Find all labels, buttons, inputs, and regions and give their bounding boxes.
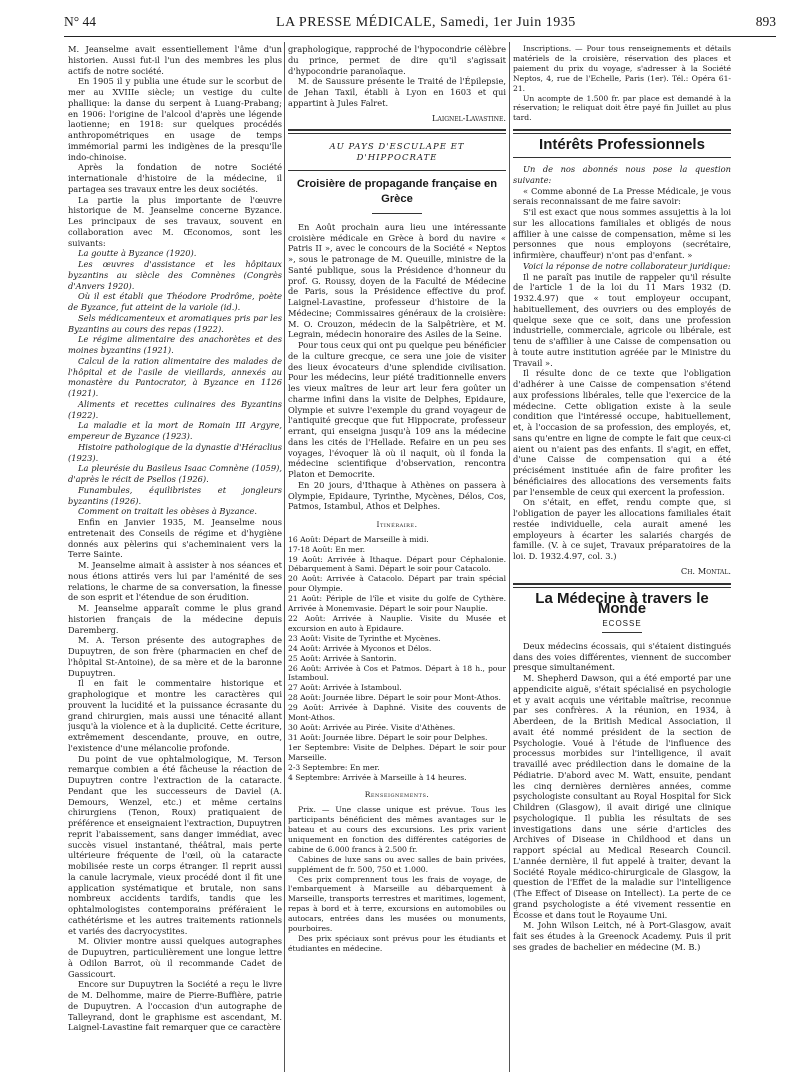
paragraph: graphologique, rapproché de l'hypocondrie célèbre du prince, permet de dire qu'il s'agissait d'hypocondrie paranoïaque. bbox=[288, 44, 506, 76]
paragraph: M. Olivier montre aussi quelques autographes de Dupuytren, particulièrement une longue lettre à Odilon Barrot, où il recommande Cadet de Gassicourt. bbox=[68, 936, 282, 979]
section-rule bbox=[513, 129, 731, 131]
bibliography-item: Calcul de la ration alimentaire des malades de l'hôpital et de l'asile de vieillards, annexés au monastère du Pantocrator, à Byzance en 1126 (1921). bbox=[68, 355, 282, 398]
author-signature: Laignel-Lavastine. bbox=[432, 112, 506, 123]
column-divider bbox=[284, 42, 285, 1072]
bibliography-item: La goutte à Byzance (1920). bbox=[78, 248, 197, 259]
info-paragraph: Des prix spéciaux sont prévus pour les étudiants et étudiantes en médecine. bbox=[288, 933, 506, 953]
paragraph: La partie la plus importante de l'œuvre historique de M. Jeanselme concerne Byzance. Les principaux de ses travaux, souvent en collaboration avec M. Œconomos, sont les suivants: bbox=[68, 194, 282, 248]
country-kicker: ECOSSE bbox=[602, 619, 642, 628]
column-3 bbox=[513, 44, 731, 1064]
itinerary-item: 2-3 Septembre: En mer. bbox=[288, 762, 380, 772]
paragraph: M. Jeanselme avait essentiellement l'âme d'un historien. Aussi fut-il l'un des membres les plus actifs de notre société. bbox=[68, 44, 282, 76]
itinerary-item: 23 Août: Visite de Tyrinthe et Mycènes. bbox=[288, 633, 441, 643]
paragraph: Il ne paraît pas inutile de rappeler qu'il résulte de l'article 1 de la loi du 11 Mars 1932 (D. 1932.4.97) que « tout employeur occupant, habituellement, des ouvriers ou des employés de quelque sexe que ce soit, dans une profession industrielle, commerciale, agricole ou libérale, est tenu de s'affilier à une Caisse de compensation ou à toute autre institution agréée par le Ministre du Travail ». bbox=[513, 271, 731, 368]
paragraph: Encore sur Dupuytren la Société a reçu le livre de M. Delhomme, maire de Pierre-Buffière, patrie de Dupuytren. A l'occasion d'un autographe de Talleyrand, dont le graphisme est ascendant, M. Laignel-Lavastine fait remarquer que ce caractère bbox=[68, 979, 282, 1033]
info-paragraph: Prix. — Une classe unique est prévue. Tous les participants bénéficient des mêmes avantages sur le bateau et au cours des excursions. Les prix varient uniquement en fonction des différentes catégories de cabine de 6.000 francs à 2.500 fr. bbox=[288, 805, 506, 854]
bibliography-item: Où il est établi que Théodore Prodrôme, poète de Byzance, fut atteint de la variole (id.). bbox=[68, 291, 282, 312]
kicker-rule bbox=[602, 632, 642, 633]
section-title: La Médecine à travers le Monde bbox=[535, 589, 709, 618]
section-heading: AU PAYS D'ESCULAPE ET D'HIPPOCRATE bbox=[329, 142, 465, 163]
journal-title: LA PRESSE MÉDICALE, Samedi, 1er Juin 1935 bbox=[276, 15, 576, 30]
section-rule bbox=[513, 157, 731, 158]
itinerary-item: 29 Août: Arrivée à Daphné. Visite des couvents de Mont-Athos. bbox=[288, 703, 506, 723]
itinerary-heading: Itinéraire. bbox=[376, 520, 418, 529]
section-rule bbox=[288, 129, 506, 131]
itinerary-item: 19 Août: Arrivée à Ithaque. Départ pour Céphalonie. Débarquement à Sami. Départ le soir pour Catacolo. bbox=[288, 554, 506, 574]
bibliography-item: Sels médicamenteux et aromatiques pris par les Byzantins au cours des repas (1922). bbox=[68, 312, 282, 334]
paragraph: On s'était, en effet, rendu compte que, si l'obligation de payer les allocations familiales était restée individuelle, cela aurait amené les employeurs à écarter les salariés chargés de famille. (V. à ce sujet, Travaux préparatoires de la loi. D. 1932.4.97, col. 3.) bbox=[513, 497, 731, 561]
itinerary-item: 1er Septembre: Visite de Delphes. Départ le soir pour Marseille. bbox=[288, 742, 506, 762]
column-1 bbox=[68, 44, 282, 1064]
section-rule bbox=[288, 133, 506, 134]
paragraph: « Comme abonné de La Presse Médicale, je vous serais reconnaissant de me faire savoir: bbox=[513, 185, 731, 207]
paragraph: S'il est exact que nous sommes assujettis à la loi sur les allocations familiales et obligés de nous affilier à une caisse de compensation, même si les personnes que nous employons (secrétaire, infirmière, chauffeur) n'ont pas d'enfant. » bbox=[513, 207, 731, 260]
info-paragraph: Un acompte de 1.500 fr. par place est demandé à la réservation; le reliquat doit être payé fin Juillet au plus tard. bbox=[513, 93, 731, 123]
bibliography-item: Histoire pathologique de la dynastie d'Héraclius (1923). bbox=[68, 441, 282, 463]
author-signature: Ch. Montal. bbox=[680, 565, 731, 576]
paragraph: Un de nos abonnés nous pose la question suivante: bbox=[513, 164, 731, 185]
paragraph: Il résulte donc de ce texte que l'obligation d'adhérer à une Caisse de compensation s'étend aux professions libérales, telle que l'exercice de la médecine. Cette obligation existe à la seule condition que l'intéressé occupe, habituellement, et, à l'occasion de sa profession, des employés, et, sans qu'entre en ligne de compte le fait que ceux-ci aient ou n'aient pas des enfants. Il s'agit, en effet, d'une Caisse de compensation qui a été précisément instituée afin de faire profiter les bénéficiaires des allocations des versements faits par l'ensemble de ceux qui exercent la profession. bbox=[513, 368, 731, 497]
bibliography-item: Funambules, équilibristes et jongleurs byzantins (1926). bbox=[68, 484, 282, 506]
bibliography-item: La pleurésie du Basileus Isaac Comnène (1059), d'après le récit de Psellos (1926). bbox=[68, 463, 282, 484]
paragraph: En 20 jours, d'Ithaque à Athènes on passera à Olympie, Epidaure, Tyrinthe, Mycènes, Délos, Cos, Patmos, Istambul, Athos et Delphes. bbox=[288, 479, 506, 512]
paragraph: Pour tous ceux qui ont pu quelque peu bénéficier de la culture grecque, ce sera une joie de visiter des lieux évocateurs d'une splendide civilisation. Pour les médecins, leur piété traditionnelle envers les vieux maîtres de leur art leur fera goûter un charme infini dans la visite de Delphes, Epidaure, Olympie et suivre l'exemple du grand voyageur de l'antiquité grecque que fut Hippocrate, professeur errant, qui enseigna jusqu'à 109 ans la médecine dans les cités de l'Hellade. Refaire en un peu ses voyages, l'évoquer là où il naquit, où il fonda la médecine scientifique d'observation, rencontra Platon et Democrite. bbox=[288, 340, 506, 479]
paragraph: M. de Saussure présente le Traité de l'Épilepsie, de Jehan Taxil, établi à Lyon en 1603 et qui appartint à Jules Falret. bbox=[288, 76, 506, 108]
section-title: Intérêts Professionnels bbox=[539, 136, 705, 154]
itinerary-item: 16 Août: Départ de Marseille à midi. bbox=[288, 534, 429, 544]
paragraph: Deux médecins écossais, qui s'étaient distingués dans des voies différentes, viennent de succomber presque simultanément. bbox=[513, 640, 731, 673]
itinerary-item: 24 Août: Arrivée à Myconos et Délos. bbox=[288, 643, 432, 653]
paragraph: Enfin en Janvier 1935, M. Jeanselme nous entretenait des Conseils de régime et d'hygiène donnés aux pèlerins qui s'acheminaient vers la Terre Sainte. bbox=[68, 517, 282, 560]
itinerary-item: 4 Septembre: Arrivée à Marseille à 14 heures. bbox=[288, 772, 467, 782]
paragraph: M. A. Terson présente des autographes de Dupuytren, de son frère (pharmacien en chef de l'hôpital St-Antoine), de sa mère et de la baronne Dupuytren. bbox=[68, 635, 282, 678]
itinerary-item: 17-18 Août: En mer. bbox=[288, 544, 366, 554]
paragraph: Du point de vue ophtalmologique, M. Terson remarque combien a été fâcheuse la réaction de Dupuytren contre l'extraction de la cataracte. Pendant que les successeurs de Daviel (A. Demours, Wenzel, etc.) et même certains chirurgiens (Tenon, Roux) pratiquaient de préférence et enseignaient l'extraction, Dupuytren reprit l'abaissement, sans danger immédiat, avec succès visuel instantané, théâtral, mais perte ultérieure fréquente de l'œil, où la cataracte mobilisée reste un corps étranger. Il reprit aussi la canule lacrymale, vieux procédé dont il fit une application systématique et brutale, non sans nombreux accidents tardifs, tandis que les ophtalmologistes contemporains préféraient le cathétérisme et les autres traitements rationnels et variés des dacryocystites. bbox=[68, 753, 282, 936]
info-paragraph: Cabines de luxe sans ou avec salles de bain privées, supplément de fr. 500, 750 et 1.000. bbox=[288, 854, 506, 874]
header-rule bbox=[64, 36, 776, 37]
bibliography-item: Comment on traitait les obèses à Byzance. bbox=[78, 506, 258, 517]
itinerary-item: 28 Août: Journée libre. Départ le soir pour Mont-Athos. bbox=[288, 693, 501, 703]
paragraph: M. Jeanselme aimait à assister à nos séances et nous étions attirés vers lui par l'aménité de ses relations, le charme de sa conversation, la finesse de son esprit et l'étendue de son érudition. bbox=[68, 560, 282, 603]
page-number: 893 bbox=[755, 14, 776, 29]
bibliography-item: Les œuvres d'assistance et les hôpitaux byzantins au siècle des Comnènes (Congrès d'Anvers 1920). bbox=[68, 259, 282, 291]
itinerary-item: 30 Août: Arrivée au Pirée. Visite d'Athènes. bbox=[288, 722, 456, 732]
itinerary-item: 27 Août: Arrivée à Istamboul. bbox=[288, 683, 402, 693]
itinerary-item: 26 Août: Arrivée à Cos et Patmos. Départ à 18 h., pour Istamboul. bbox=[288, 663, 506, 683]
section-rule bbox=[513, 133, 731, 134]
itinerary-item: 25 Août: Arrivée à Santorin. bbox=[288, 653, 397, 663]
paragraph: Après la fondation de notre Société internationale d'histoire de la médecine, il partagea ses travaux entre les deux sociétés. bbox=[68, 162, 282, 194]
paragraph: M. Shepherd Dawson, qui a été emporté par une appendicite aiguë, s'était spécialisé en psychologie et y avait acquis une véritable maîtrise, reconnue par ses confrères. A la réunion, en 1934, à Aberdeen, de la British Medical Association, il avait été nommé président de la section de Psychologie. Voué à l'étude de l'influence des processus morbides sur l'intelligence, il avait travaillé avec prédilection dans le domaine de la Pédiatrie. D'abord avec M. Watt, ensuite, pendant les cinq dernières dernières années, comme psychologiste consultant au Royal Hospital for Sick Children (Glasgow), il avait dirigé une clinique psychologique. Il publia les résultats de ses investigations dans une série d'articles des Archives of Disease in Childhood et dans un rapport spécial au Medical Research Council. L'année dernière, il fut appelé à traiter, devant la Société Royale médico-chirurgicale de Glasgow, la question de l'Effet de la maladie sur l'intelligence (The Effect of Disease on Intellect). La perte de ce grand psychologiste a été vivement ressentie en Écosse et dans tout le Royaume Uni. bbox=[513, 673, 731, 920]
paragraph: En 1905 il y publia une étude sur le scorbut de mer au XVIIIe siècle; un vestige du culte phallique: la danse du serpent à Luang-Prabang; en 1906: l'origine de l'alcool d'après une légende laotienne; en 1918: sur quelques procédés anthropométriques en usage de temps immémorial parmi les indigènes de la presqu'île indo-chinoise. bbox=[68, 76, 282, 162]
itinerary-item: 21 Août: Périple de l'île et visite du golfe de Cythère. Arrivée à Monemvasie. Départ le soir pour Nauplie. bbox=[288, 594, 506, 614]
column-2 bbox=[288, 44, 506, 1064]
info-heading: Renseignements. bbox=[364, 790, 430, 800]
section-rule bbox=[513, 587, 731, 588]
article-title: Croisière de propagande française en Grèce bbox=[296, 177, 498, 205]
title-rule bbox=[372, 213, 422, 214]
itinerary-item: 22 Août: Arrivée à Nauplie. Visite du Musée et excursion en auto à Epidaure. bbox=[288, 614, 506, 633]
bibliography-item: La maladie et la mort de Romain III Argyre, empereur de Byzance (1923). bbox=[68, 420, 282, 441]
info-paragraph: Ces prix comprennent tous les frais de voyage, de l'embarquement à Marseille au débarquement à Marseille, transports terrestres et maritimes, logement, repas à bord et à terre, excursions en automobiles ou autocars, entrées dans les musées ou monuments, pourboires. bbox=[288, 874, 506, 934]
issue-number: N° 44 bbox=[64, 14, 97, 29]
column-divider bbox=[509, 42, 510, 1072]
bibliography-item: Aliments et recettes culinaires des Byzantins (1922). bbox=[68, 398, 282, 420]
info-paragraph: Inscriptions. — Pour tous renseignements et détails matériels de la croisière, réservation des places et paiement du prix du voyage, s'adresser à la Société Neptos, 4, rue de l'Echelle, Paris (1er). Tél.: Opéra 61-21. bbox=[513, 44, 731, 93]
bibliography-item: Le régime alimentaire des anachorètes et des moines byzantins (1921). bbox=[68, 334, 282, 355]
paragraph: En Août prochain aura lieu une intéressante croisière médicale en Grèce à bord du navire « Patris II », avec le concours de la Société « Neptos », sous le patronage de M. Queuille, ministre de la Santé publique, sous la Présidence d'honneur du prof. G. Roussy, doyen de la Faculté de Médecine de Paris, sous la Présidence effective du prof. Laignel-Lavastine, professeur d'histoire de la Médecine; Commissaires généraux de la croisière: M. O. Crouzon, médecin de la Salpêtrière, et M. Legrain, médecin honoraire des Asiles de la Seine. bbox=[288, 221, 506, 340]
itinerary-item: 20 Août: Arrivée à Catacolo. Départ par train spécial pour Olympie. bbox=[288, 574, 506, 594]
section-rule bbox=[288, 170, 506, 171]
paragraph: M. Jeanselme apparaît comme le plus grand historien français de la médecine depuis Daremberg. bbox=[68, 603, 282, 635]
itinerary-item: 31 Août: Journée libre. Départ le soir pour Delphes. bbox=[288, 732, 488, 742]
page-header bbox=[64, 14, 776, 34]
paragraph: Il en fait le commentaire historique et graphologique et montre les caractères qui prouvent la lucidité et la puissance écrasante du grand chirurgien, mais aussi une ténacité allant jusqu'à la violence et à la duplicité. Cette écriture, extrêmement descendante, prouve, en outre, l'existence d'une mélancolie profonde. bbox=[68, 678, 282, 753]
paragraph: Voici la réponse de notre collaborateur juridique: bbox=[523, 260, 731, 271]
section-rule bbox=[513, 583, 731, 585]
paragraph: M. John Wilson Leitch, né à Port-Glasgow, avait fait ses études à la Greenock Academy. Puis il prit ses grades de bachelier en médecine (M. B.) bbox=[513, 920, 731, 952]
